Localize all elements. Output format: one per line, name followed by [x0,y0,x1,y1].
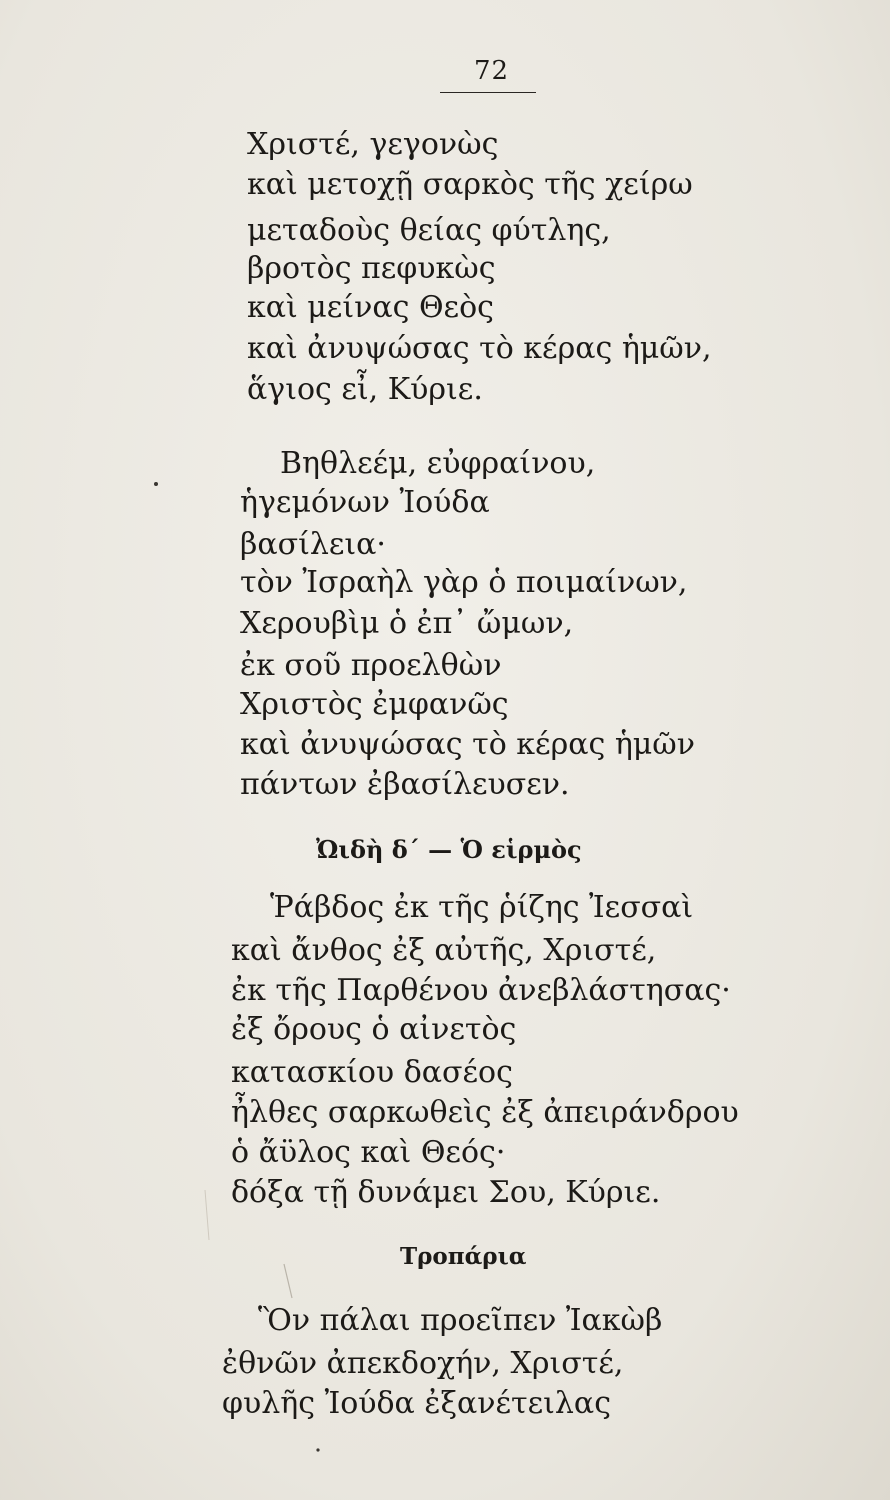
stanza1-line-7: ἅγιος εἶ, Κύριε. [247,372,483,407]
stanza2-line-2: ἡγεμόνων Ἰούδα [240,485,490,520]
troparia-line-2: ἐθνῶν ἀπεκδοχήν, Χριστέ, [222,1346,624,1381]
troparia-line-1: Ὃν πάλαι προεῖπεν Ἰακὼβ [258,1303,663,1338]
irmos-line-1: Ῥάβδος ἐκ τῆς ῥίζης Ἰεσσαὶ [270,890,694,925]
ode-heading: Ὠιδὴ δ΄ — Ὁ εἱρμὸς [316,835,582,864]
stanza2-line-6: ἐκ σοῦ προελθὼν [240,648,502,683]
troparia-heading: Τροπάρια [400,1243,527,1270]
irmos-line-4: ἐξ ὄρους ὁ αἰνετὸς [231,1012,517,1047]
stanza1-line-1: Χριστέ, γεγονὼς [247,127,499,162]
stanza1-line-2: καὶ μετοχῇ σαρκὸς τῆς χείρω [247,167,693,202]
troparia-line-3: φυλῆς Ἰούδα ἐξανέτειλας [222,1386,611,1421]
stanza2-line-4: τὸν Ἰσραὴλ γὰρ ὁ ποιμαίνων, [240,565,688,600]
stanza1-line-5: καὶ μείνας Θεὸς [247,290,494,325]
stanza2-line-5: Χερουβὶμ ὁ ἐπ᾿ ὤμων, [240,606,574,641]
irmos-line-3: ἐκ τῆς Παρθένου ἀνεβλάστησας· [231,973,731,1008]
stanza2-line-3: βασίλεια· [240,527,386,562]
irmos-line-5: κατασκίου δασέος [231,1055,513,1090]
stanza2-line-8: καὶ ἀνυψώσας τὸ κέρας ἡμῶν [240,727,695,762]
stanza1-line-6: καὶ ἀνυψώσας τὸ κέρας ἡμῶν, [247,331,712,366]
stanza2-line-9: πάντων ἐβασίλευσεν. [240,767,570,802]
irmos-line-8: δόξα τῇ δυνάμει Σου, Κύριε. [231,1175,661,1210]
stanza2-line-1: Βηθλεέμ, εὐφραίνου, [280,446,596,481]
page-number: 72 [474,56,510,86]
stanza2-line-7: Χριστὸς ἐμφανῶς [240,687,509,722]
irmos-line-2: καὶ ἄνθος ἐξ αὐτῆς, Χριστέ, [231,933,657,968]
irmos-line-6: ἦλθες σαρκωθεὶς ἐξ ἀπειράνδρου [231,1095,739,1130]
stanza1-line-3: μεταδοὺς θείας φύτλης, [247,213,611,248]
stanza1-line-4: βροτὸς πεφυκὼς [247,251,496,286]
irmos-line-7: ὁ ἄϋλος καὶ Θεός· [231,1135,506,1170]
